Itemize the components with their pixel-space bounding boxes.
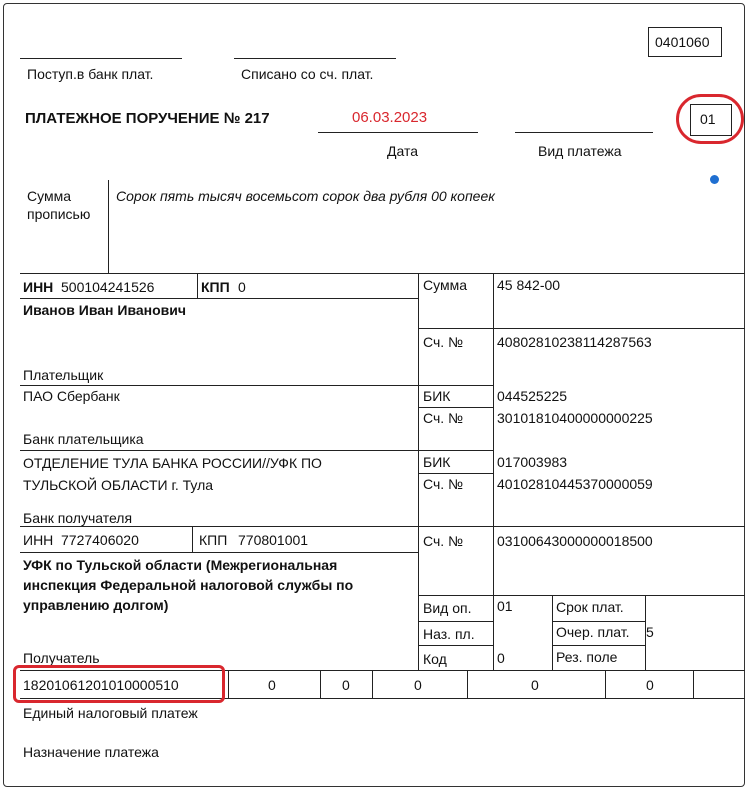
status-code: 01 bbox=[700, 111, 716, 127]
payer-account-label: Сч. № bbox=[423, 334, 464, 350]
tax-field-1: 0 bbox=[268, 677, 276, 693]
recipient-bank-account-label: Сч. № bbox=[423, 476, 464, 492]
op-type: 01 bbox=[497, 598, 513, 614]
received-line bbox=[20, 58, 182, 59]
recipient-name-2: инспекция Федеральной налоговой службы по bbox=[23, 577, 354, 593]
tax-field-4: 0 bbox=[531, 677, 539, 693]
payer-bank-role-label: Банк плательщика bbox=[23, 431, 144, 447]
purpose-label: Назначение платежа bbox=[23, 744, 159, 760]
grid-line bbox=[20, 385, 418, 386]
code: 0 bbox=[497, 650, 505, 666]
page-title: ПЛАТЕЖНОЕ ПОРУЧЕНИЕ № 217 bbox=[25, 110, 270, 127]
payer-amount: 45 842-00 bbox=[497, 277, 561, 293]
date-label: Дата bbox=[387, 143, 419, 159]
tax-field-3: 0 bbox=[414, 677, 422, 693]
grid-line bbox=[552, 621, 645, 622]
payer-name: Иванов Иван Иванович bbox=[23, 302, 187, 318]
amount-words-divider bbox=[108, 180, 109, 273]
grid-line bbox=[20, 450, 418, 451]
payer-bank-bik: 044525225 bbox=[497, 388, 568, 404]
grid-line bbox=[467, 670, 468, 698]
grid-line bbox=[552, 645, 645, 646]
grid-line bbox=[693, 670, 694, 698]
payer-inn-label: ИНН bbox=[23, 279, 54, 295]
code-label: Код bbox=[423, 651, 447, 667]
payer-inn: 500104241526 bbox=[61, 279, 155, 295]
recipient-inn-label: ИНН bbox=[23, 532, 54, 548]
term-label: Срок плат. bbox=[556, 599, 624, 615]
recipient-name-1: УФК по Тульской области (Межрегиональная bbox=[23, 557, 338, 573]
recipient-inn: 7727406020 bbox=[61, 532, 139, 548]
marker-dot bbox=[710, 175, 719, 184]
grid-line bbox=[20, 298, 418, 299]
received-label: Поступ.в банк плат. bbox=[27, 66, 154, 82]
document-date: 06.03.2023 bbox=[352, 109, 428, 126]
grid-line bbox=[418, 385, 493, 386]
amount-words-label-2: прописью bbox=[27, 206, 91, 222]
recipient-account-label: Сч. № bbox=[423, 533, 464, 549]
reserve-label: Рез. поле bbox=[556, 649, 618, 665]
recipient-account: 03100643000000018500 bbox=[497, 533, 653, 549]
priority: 5 bbox=[646, 624, 654, 640]
amount-words-value: Сорок пять тысяч восемьсот сорок два рубля 00 копеек bbox=[116, 188, 495, 204]
status-code-highlight bbox=[676, 94, 744, 144]
grid-line bbox=[418, 273, 419, 670]
single-tax-payment: Единый налоговый платеж bbox=[23, 705, 198, 721]
recipient-kpp: 770801001 bbox=[238, 532, 309, 548]
grid-line bbox=[605, 670, 606, 698]
grid-line bbox=[228, 670, 229, 698]
form-code: 0401060 bbox=[655, 34, 710, 50]
priority-label: Очер. плат. bbox=[556, 624, 630, 640]
recipient-bank-bik-label: БИК bbox=[423, 454, 451, 470]
recipient-name-3: управлению долгом) bbox=[23, 597, 169, 613]
payer-bank-account: 30101810400000000225 bbox=[497, 410, 653, 426]
kbk-highlight bbox=[13, 665, 225, 703]
amount-words-label-1: Сумма bbox=[27, 188, 71, 204]
recipient-bank-account: 40102810445370000059 bbox=[497, 476, 653, 492]
grid-line bbox=[320, 670, 321, 698]
purpose-code-label: Наз. пл. bbox=[423, 626, 475, 642]
recipient-role-label: Получатель bbox=[23, 650, 100, 666]
grid-line bbox=[20, 552, 418, 553]
debited-line bbox=[234, 58, 396, 59]
recipient-bank-name-1: ОТДЕЛЕНИЕ ТУЛА БАНКА РОССИИ//УФК ПО bbox=[23, 455, 322, 471]
grid-line bbox=[418, 407, 493, 408]
payer-bank-account-label: Сч. № bbox=[423, 410, 464, 426]
payer-bank-name: ПАО Сбербанк bbox=[23, 388, 120, 404]
payment-type-label: Вид платежа bbox=[538, 143, 622, 159]
grid-line bbox=[20, 273, 745, 274]
grid-line bbox=[418, 621, 493, 622]
recipient-bank-role-label: Банк получателя bbox=[23, 510, 133, 526]
grid-line bbox=[197, 273, 198, 298]
recipient-bank-bik: 017003983 bbox=[497, 454, 568, 470]
payer-account: 40802810238114287563 bbox=[497, 334, 652, 350]
payer-amount-label: Сумма bbox=[423, 277, 467, 293]
grid-line bbox=[418, 645, 493, 646]
payment-type-line bbox=[515, 132, 653, 133]
payer-role-label: Плательщик bbox=[23, 367, 104, 383]
tax-field-2: 0 bbox=[342, 677, 350, 693]
grid-line bbox=[552, 595, 553, 670]
payer-kpp: 0 bbox=[238, 279, 246, 295]
recipient-kpp-label: КПП bbox=[199, 532, 228, 548]
grid-line bbox=[418, 473, 493, 474]
grid-line bbox=[192, 526, 193, 552]
grid-line bbox=[493, 273, 494, 670]
date-line bbox=[318, 132, 478, 133]
tax-field-5: 0 bbox=[646, 677, 654, 693]
grid-line bbox=[372, 670, 373, 698]
op-type-label: Вид оп. bbox=[423, 600, 472, 616]
grid-line bbox=[418, 526, 745, 527]
grid-line bbox=[418, 328, 745, 329]
grid-line bbox=[418, 595, 745, 596]
payer-bank-bik-label: БИК bbox=[423, 388, 451, 404]
debited-label: Списано со сч. плат. bbox=[241, 66, 374, 82]
recipient-bank-name-2: ТУЛЬСКОЙ ОБЛАСТИ г. Тула bbox=[23, 477, 214, 493]
grid-line bbox=[418, 450, 493, 451]
kbk: 18201061201010000510 bbox=[23, 677, 179, 693]
payer-kpp-label: КПП bbox=[201, 279, 230, 295]
